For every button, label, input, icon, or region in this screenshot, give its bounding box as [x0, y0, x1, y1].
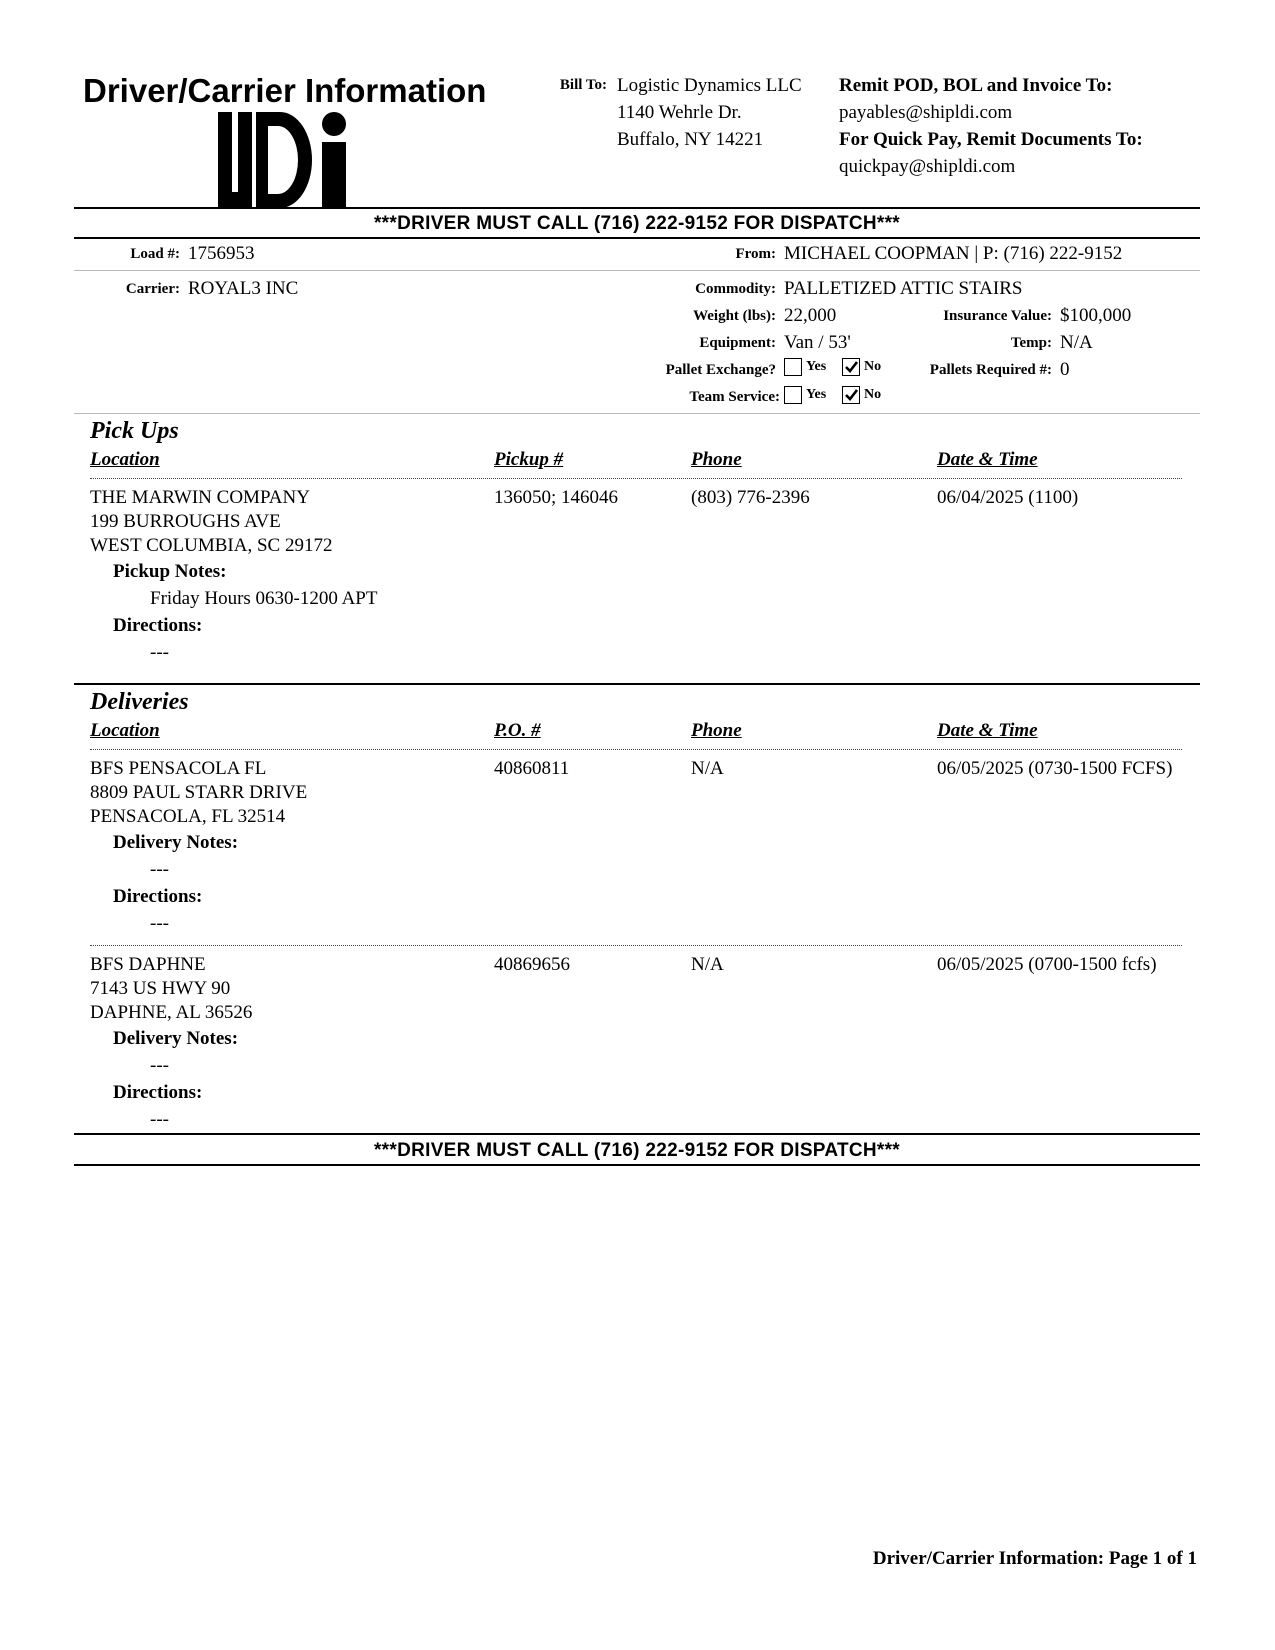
delivery-phone: N/A: [691, 954, 724, 975]
delivery-location-name: BFS DAPHNE: [90, 954, 206, 975]
insurance-label: Insurance Value:: [943, 308, 1052, 324]
pickup-phone: (803) 776-2396: [691, 487, 810, 508]
equipment-label: Equipment:: [699, 335, 776, 351]
dispatch-banner-top: ***DRIVER MUST CALL (716) 222-9152 FOR DISPATCH***: [373, 213, 900, 234]
team-service-yes-checkbox[interactable]: [784, 386, 802, 404]
pickup-location-name: THE MARWIN COMPANY: [90, 487, 310, 508]
delivery-datetime: 06/05/2025 (0730-1500 FCFS): [937, 758, 1173, 779]
delivery-directions-label: Directions:: [113, 886, 203, 907]
team-service-no-label: No: [864, 387, 882, 402]
delivery-location-street: 8809 PAUL STARR DRIVE: [90, 782, 308, 803]
pickups-header-divider: [90, 478, 1182, 479]
ldi-logo: [218, 112, 348, 208]
pickup-location-street: 199 BURROUGHS AVE: [90, 511, 281, 532]
temp-value: N/A: [1060, 332, 1093, 353]
bottom-banner-bottom-rule: [74, 1164, 1200, 1166]
checkmark-icon: [843, 387, 859, 403]
pickup-directions-label: Directions:: [113, 615, 203, 636]
deliveries-col-phone: Phone: [691, 720, 742, 741]
pallet-exchange-label: Pallet Exchange?: [665, 362, 776, 378]
delivery-notes-label: Delivery Notes:: [113, 832, 239, 853]
section-divider: [74, 683, 1200, 685]
team-service-yes-label: Yes: [806, 387, 827, 402]
commodity-label: Commodity:: [695, 281, 776, 297]
delivery-location-street: 7143 US HWY 90: [90, 978, 231, 999]
pallet-exchange-no-label: No: [864, 359, 882, 374]
load-divider: [74, 270, 1200, 271]
delivery-divider: [90, 945, 1182, 946]
deliveries-col-location: Location: [90, 720, 160, 741]
banner-bottom-rule: [74, 237, 1200, 239]
quickpay-email[interactable]: quickpay@shipldi.com: [839, 156, 1016, 177]
carrier-value: ROYAL3 INC: [188, 278, 299, 299]
from-label: From:: [735, 246, 776, 262]
delivery-directions: ---: [150, 1109, 169, 1130]
banner-top-rule: [74, 207, 1200, 209]
pickup-location-city: WEST COLUMBIA, SC 29172: [90, 535, 333, 556]
bottom-banner-top-rule: [74, 1133, 1200, 1135]
delivery-location-city: DAPHNE, AL 36526: [90, 1002, 253, 1023]
temp-label: Temp:: [1010, 335, 1052, 351]
bill-to-name: Logistic Dynamics LLC: [617, 75, 802, 96]
pickup-notes-label: Pickup Notes:: [113, 561, 227, 582]
deliveries-title: Deliveries: [90, 689, 189, 715]
bill-to-label: Bill To:: [559, 77, 607, 93]
page-title: Driver/Carrier Information: [83, 72, 487, 109]
carrier-label: Carrier:: [125, 281, 180, 297]
delivery-location-name: BFS PENSACOLA FL: [90, 758, 267, 779]
page-footer: Driver/Carrier Information: Page 1 of 1: [872, 1548, 1197, 1569]
delivery-notes: ---: [150, 859, 169, 880]
bill-to-city: Buffalo, NY 14221: [617, 129, 764, 150]
pallet-exchange-no-checkbox[interactable]: [842, 358, 860, 376]
load-number-label: Load #:: [130, 246, 180, 262]
from-value: MICHAEL COOPMAN | P: (716) 222-9152: [784, 243, 1123, 264]
pickups-col-number: Pickup #: [494, 449, 564, 470]
delivery-po-number: 40869656: [494, 954, 570, 975]
pallets-required-value: 0: [1060, 359, 1070, 380]
delivery-directions-label: Directions:: [113, 1082, 203, 1103]
equipment-value: Van / 53': [784, 332, 851, 353]
checkmark-icon: [843, 359, 859, 375]
pallet-exchange-yes-label: Yes: [806, 359, 827, 374]
pallets-required-label: Pallets Required #:: [929, 362, 1052, 378]
delivery-location-city: PENSACOLA, FL 32514: [90, 806, 286, 827]
deliveries-col-number: P.O. #: [494, 720, 541, 741]
pickups-col-datetime: Date & Time: [937, 449, 1038, 470]
delivery-po-number: 40860811: [494, 758, 570, 779]
commodity-value: PALLETIZED ATTIC STAIRS: [784, 278, 1023, 299]
bill-to-street: 1140 Wehrle Dr.: [617, 102, 742, 123]
load-number: 1756953: [188, 243, 255, 264]
delivery-directions: ---: [150, 913, 169, 934]
dispatch-banner-bottom: ***DRIVER MUST CALL (716) 222-9152 FOR DISPATCH***: [373, 1140, 900, 1161]
team-service-label: Team Service:: [689, 389, 780, 405]
team-service-no-checkbox[interactable]: [842, 386, 860, 404]
remit-label: Remit POD, BOL and Invoice To:: [839, 75, 1113, 96]
pallet-exchange-yes-checkbox[interactable]: [784, 358, 802, 376]
delivery-phone: N/A: [691, 758, 724, 779]
weight-label: Weight (lbs):: [693, 308, 776, 324]
pickup-directions: ---: [150, 642, 169, 663]
delivery-datetime: 06/05/2025 (0700-1500 fcfs): [937, 954, 1157, 975]
insurance-value: $100,000: [1060, 305, 1132, 326]
pickups-col-location: Location: [90, 449, 160, 470]
weight-value: 22,000: [784, 305, 837, 326]
pickups-title: Pick Ups: [90, 418, 179, 444]
deliveries-header-divider: [90, 749, 1182, 750]
deliveries-col-datetime: Date & Time: [937, 720, 1038, 741]
load-section-divider: [74, 413, 1200, 414]
remit-email[interactable]: payables@shipldi.com: [839, 102, 1013, 123]
delivery-notes: ---: [150, 1055, 169, 1076]
delivery-notes-label: Delivery Notes:: [113, 1028, 239, 1049]
quickpay-label: For Quick Pay, Remit Documents To:: [839, 129, 1143, 150]
pickup-notes: Friday Hours 0630-1200 APT: [150, 588, 378, 609]
pickup-datetime: 06/04/2025 (1100): [937, 487, 1079, 508]
pickups-col-phone: Phone: [691, 449, 742, 470]
pickup-number: 136050; 146046: [494, 487, 619, 508]
